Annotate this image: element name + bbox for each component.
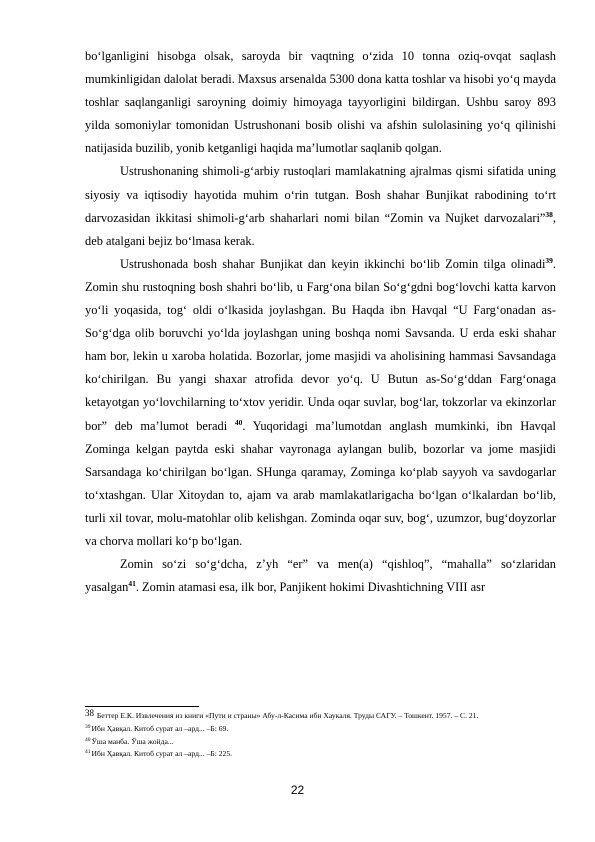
paragraph-2: [85, 160, 556, 252]
footnote-40: [85, 735, 556, 748]
footnote-number: 41: [85, 749, 91, 756]
footnote-text: Ибн Ҳавқал. Китоб сурат ал –ард... –Б: 69.: [91, 723, 229, 733]
paragraph-3-text-a: Ustrushonada bosh shahar Bunjikat dan keyin ikkinchi bo‘lib Zomin tilga olinadi: [120, 256, 546, 271]
footnote-number: 38: [85, 708, 94, 718]
paragraph-4-text-a: Zomin so‘zi so‘g‘dcha, z’yh “er” va men(a) “qishloq”, “mahalla” so‘zlaridan yasalgan: [85, 557, 556, 595]
paragraph-2-tail: , deb atalgani bejiz bo‘lmasa kerak.: [85, 210, 556, 248]
paragraph-3: [85, 253, 556, 553]
footnote-ref-39[interactable]: 39: [545, 255, 553, 265]
paragraph-2-text: Ustrushonaning shimoli-g‘arbiy rustoqlari mamlakatning ajralmas qismi sifatida uning siyosiy va iqtisodiy hayotida muhim o‘rin tutgan. Bosh shahar Bunjikat rabodining to‘rt darvozasidan ikkitasi shimoli-g‘arb shaharlari nomi bilan “Zomin va Nujket darvozalari”: [85, 164, 556, 225]
paragraph-3-text-b: . Zomin shu rustoqning bosh shahri bo‘lib, u Farg‘ona bilan So‘g‘gdni bog‘lovchi katta karvon yo‘li yoqasida, tog‘ oldi o‘lkasida joylashgan. Bu Haqda ibn Havqal “U Farg‘onadan as-So‘g‘dga olib boruvchi yo‘lda joylashgan uning boshqa nomi Savsanda. U erda eski shahar ham bor, lekin u xaroba holatida. Bozorlar, jome masjidi va aholisining hammasi Savsandaga ko‘chirilgan. Bu yangi shaxar atrofida devor yo‘q. U Butun as-So‘g‘ddan Farg‘onaga ketayotgan yo‘lovchilarning to‘xtov yeridir. Unda oqar suvlar, bog‘lar, tokzorlar va ekinzorlar bor” deb ma’lumot beradi: [85, 256, 556, 433]
footnote-text: Ўша манба. Ўша жойда...: [91, 736, 174, 746]
paragraph-4-text-b: . Zomin atamasi esa, ilk bor, Panjikent hokimi Divashtichning VIII asr: [135, 580, 486, 595]
footnote-number: 40: [85, 736, 91, 743]
footnote-38: [85, 708, 556, 722]
paragraph-3-text-c: . Yuqoridagi ma’lumotdan anglash mumkinki, ibn Havqal Zominga kelgan paytda eski shahar vayronaga aylangan bulib, bozorlar va jome masjidi Sarsandaga ko‘chirilgan bo‘lgan. SHunga qaramay, Zominga ko‘plab sayyoh va savdogarlar to‘xtashgan. Ular Xitoydan to, ajam va arab mamlakatlarigacha bo‘lgan o‘lkalardan bo‘lib, turli xil tovar, molu-matohlar olib kelishgan. Zominda oqar suv, bog‘, uzumzor, bug‘doyzorlar va chorva mollari ko‘p bo‘lgan.: [85, 418, 556, 548]
footnote-text: Ибн Ҳавқал. Китоб сурат ал –ард... –Б: 225.: [91, 749, 233, 759]
footnote-ref-41[interactable]: 41: [128, 579, 136, 589]
paragraph-4: [85, 553, 556, 599]
footnote-ref-38[interactable]: 38: [545, 209, 553, 219]
footnote-divider: [85, 706, 199, 707]
footnote-ref-40[interactable]: 40: [234, 417, 243, 427]
paragraph-1-text: bo‘lganligini hisobga olsak, saroyda bir vaqtning o‘zida 10 tonna oziq-ovqat saqlash mumkinligidan dalolat beradi. Maxsus arsenalda 5300 dona katta toshlar va hisobi yo‘q mayda toshlar saqlanganligi saroyning doimiy himoyaga tayyorligini bildirgan. Ushbu saroy 893 yilda somoniylar tomonidan Ustrushonani bosib olishi va afshin sulolasining yo‘q qilinishi natijasida buzilib, yonib ketganligi haqida ma’lumotlar saqlanib qolgan.: [85, 49, 556, 156]
footnotes: [85, 708, 556, 760]
footnote-number: 39: [85, 723, 91, 730]
footnote-39: [85, 722, 556, 735]
footnote-text: Беттер Е.К. Извлечения из книги «Пути и страны» Абу-л-Касима ибн Хаукаля. Труды САГУ. – Тошкент. 1957. – С. 21.: [96, 711, 479, 720]
page-number: 22: [290, 783, 305, 797]
footnote-41: [85, 747, 556, 760]
paragraph-1: [85, 45, 556, 160]
document-body: [85, 45, 556, 599]
